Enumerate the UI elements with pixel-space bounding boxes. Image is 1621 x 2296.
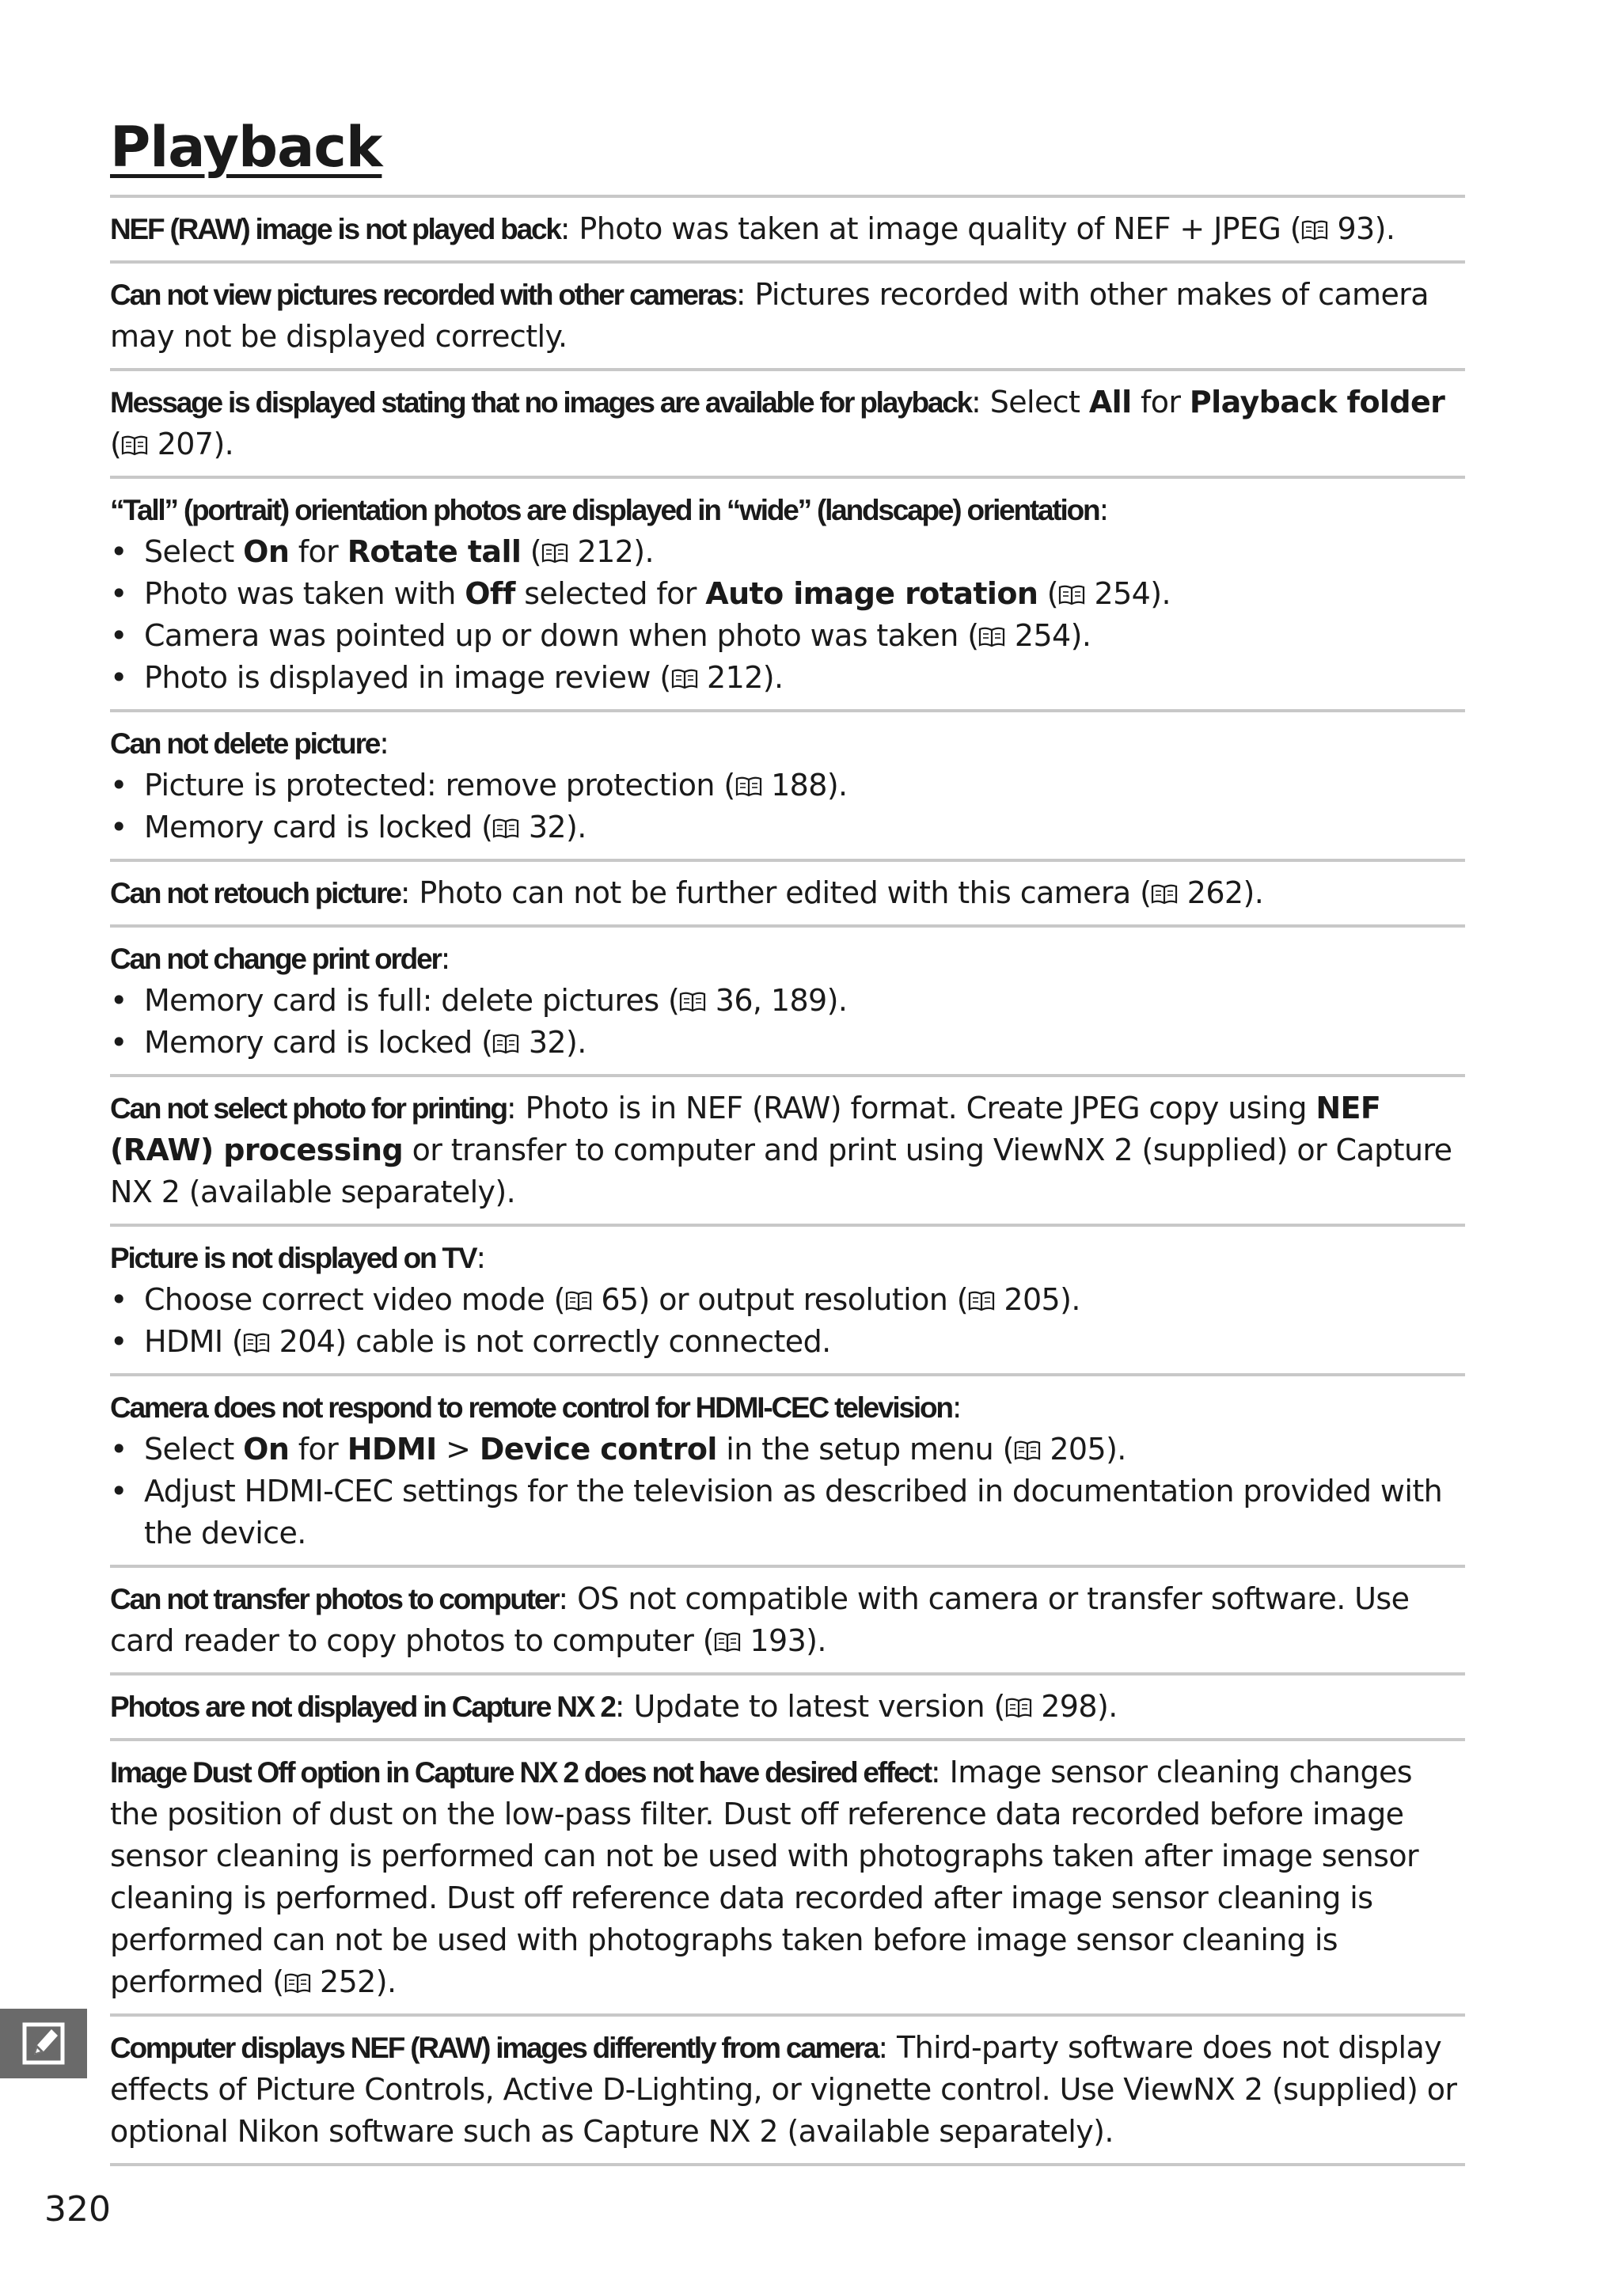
book-reference-icon — [714, 1623, 741, 1658]
page-reference: 254 — [1014, 618, 1071, 653]
page-reference: 252 — [320, 1964, 376, 1999]
problem-term: Message is displayed stating that no images are available for playback — [110, 386, 972, 419]
entry-text: Message is displayed stating that no images are available for playback: Select All for Playback folder ( 207). — [110, 385, 1445, 461]
page-reference: 262 — [1186, 875, 1243, 910]
list-item: • Picture is protected: remove protection ( 188). — [110, 765, 1465, 806]
list-item: • Select On for Rotate tall ( 212). — [110, 531, 1465, 573]
chapter-tab — [0, 2009, 87, 2078]
page-reference: 32 — [528, 810, 566, 844]
troubleshooting-entry — [110, 368, 1465, 476]
solution-list — [110, 765, 1465, 848]
troubleshooting-entry — [110, 709, 1465, 859]
troubleshooting-entry — [110, 476, 1465, 709]
book-reference-icon — [735, 768, 762, 803]
problem-term: Can not retouch picture — [110, 877, 401, 909]
entry-heading: “Tall” (portrait) orientation photos are displayed in “wide” (landscape) orientation: — [110, 492, 1109, 527]
book-reference-icon — [679, 983, 706, 1018]
problem-term: Image Dust Off option in Capture NX 2 does not have desired effect — [110, 1756, 931, 1789]
entry-text: Can not select photo for printing: Photo is in NEF (RAW) format. Create JPEG copy using NEF (RAW) processing or transfer to computer and print using ViewNX 2 (supplied) or Capture NX 2 (available separately). — [110, 1091, 1452, 1209]
problem-term: Can not select photo for printing — [110, 1092, 507, 1125]
page-reference: 65 — [601, 1282, 639, 1317]
book-reference-icon — [284, 1964, 311, 1999]
page-reference: 36, 189 — [715, 983, 827, 1018]
entry-heading: Picture is not displayed on TV: — [110, 1240, 486, 1275]
solution-list — [110, 531, 1465, 699]
entry-text: Can not transfer photos to computer: OS not compatible with camera or transfer software. Use card reader to copy photos to computer ( 193). — [110, 1581, 1410, 1658]
list-item: • HDMI ( 204) cable is not correctly connected. — [110, 1321, 1465, 1363]
troubleshooting-entry — [110, 1565, 1465, 1672]
problem-term: Can not delete picture — [110, 727, 380, 760]
troubleshooting-entry — [110, 1373, 1465, 1565]
page-reference: 193 — [750, 1623, 807, 1658]
entry-text: Image Dust Off option in Capture NX 2 does not have desired effect: Image sensor cleaning changes the position of dust on the low-pass filter. Dust off reference data recorded before image sensor cleaning is performed can not be used with photographs taken after image sensor cleaning is performed. Dust off reference data recorded after image sensor cleaning is performed can not be used with photographs taken before image sensor cleaning is performed ( 252). — [110, 1755, 1419, 1999]
troubleshooting-entry — [110, 195, 1465, 260]
page-reference: 298 — [1041, 1689, 1097, 1724]
entry-heading: Can not change print order: — [110, 941, 450, 976]
troubleshooting-entry — [110, 1672, 1465, 1738]
list-item: • Photo is displayed in image review ( 212). — [110, 657, 1465, 699]
page-reference: 93 — [1337, 211, 1375, 246]
page-reference: 32 — [528, 1025, 566, 1060]
book-reference-icon — [1058, 576, 1085, 611]
book-reference-icon — [541, 534, 568, 569]
book-reference-icon — [1005, 1689, 1032, 1724]
list-item: • Camera was pointed up or down when photo was taken ( 254). — [110, 615, 1465, 657]
book-reference-icon — [492, 1025, 519, 1060]
page-number: 320 — [44, 2189, 111, 2230]
troubleshooting-entry — [110, 2013, 1465, 2166]
entry-text: Can not retouch picture: Photo can not be further edited with this camera ( 262). — [110, 875, 1264, 910]
troubleshooting-entry — [110, 1224, 1465, 1373]
solution-list — [110, 1429, 1465, 1554]
problem-term: Can not transfer photos to computer — [110, 1583, 559, 1615]
book-reference-icon — [565, 1282, 592, 1317]
troubleshooting-entry — [110, 260, 1465, 368]
troubleshooting-entry — [110, 859, 1465, 924]
solution-list — [110, 1279, 1465, 1363]
entry-text: Photos are not displayed in Capture NX 2: Update to latest version ( 298). — [110, 1689, 1118, 1724]
list-item: • Memory card is locked ( 32). — [110, 806, 1465, 848]
page-reference: 188 — [771, 768, 827, 803]
pencil-note-icon — [21, 2021, 66, 2066]
troubleshooting-entry — [110, 1738, 1465, 2013]
solution-list — [110, 980, 1465, 1064]
problem-term: Can not view pictures recorded with other cameras — [110, 279, 736, 311]
book-reference-icon — [1014, 1432, 1041, 1467]
problem-term: Picture is not displayed on TV — [110, 1242, 476, 1274]
problem-term: Can not change print order — [110, 943, 441, 975]
page-title: Playback — [110, 115, 382, 180]
entry-text: Can not view pictures recorded with other cameras: Pictures recorded with other makes of camera may not be displayed correctly. — [110, 277, 1429, 354]
troubleshooting-entry — [110, 1074, 1465, 1224]
entry-heading: Camera does not respond to remote control for HDMI-CEC television: — [110, 1390, 962, 1425]
book-reference-icon — [121, 427, 148, 461]
book-reference-icon — [243, 1324, 270, 1359]
book-reference-icon — [978, 618, 1005, 653]
page-reference: 205 — [1004, 1282, 1061, 1317]
list-item: • Memory card is locked ( 32). — [110, 1022, 1465, 1064]
list-item: • Select On for HDMI > Device control in the setup menu ( 205). — [110, 1429, 1465, 1471]
problem-term: “Tall” (portrait) orientation photos are displayed in “wide” (landscape) orientation — [110, 494, 1099, 526]
page-reference: 212 — [577, 534, 634, 569]
troubleshooting-list — [110, 195, 1465, 2166]
problem-term: Computer displays NEF (RAW) images differently from camera — [110, 2032, 879, 2064]
entry-text: Computer displays NEF (RAW) images differently from camera: Third-party software does not display effects of Picture Controls, Active D-Lighting, or vignette control. Use ViewNX 2 (supplied) or optional Nikon software such as Capture NX 2 (available separately). — [110, 2030, 1457, 2149]
entry-text: NEF (RAW) image is not played back: Photo was taken at image quality of NEF + JPEG ( 93). — [110, 211, 1395, 246]
book-reference-icon — [1301, 211, 1328, 246]
page-reference: 205 — [1050, 1432, 1107, 1467]
problem-term: Camera does not respond to remote control for HDMI-CEC television — [110, 1391, 952, 1424]
book-reference-icon — [671, 660, 698, 695]
page-reference: 207 — [157, 427, 214, 461]
list-item: • Choose correct video mode ( 65) or output resolution ( 205). — [110, 1279, 1465, 1321]
book-reference-icon — [492, 810, 519, 844]
list-item: • Memory card is full: delete pictures ( 36, 189). — [110, 980, 1465, 1022]
troubleshooting-entry — [110, 924, 1465, 1074]
page-reference: 254 — [1094, 576, 1151, 611]
problem-term: NEF (RAW) image is not played back — [110, 213, 560, 245]
book-reference-icon — [1151, 875, 1178, 910]
list-item: • Photo was taken with Off selected for Auto image rotation ( 254). — [110, 573, 1465, 615]
problem-term: Photos are not displayed in Capture NX 2 — [110, 1691, 615, 1723]
entry-heading: Can not delete picture: — [110, 726, 389, 761]
book-reference-icon — [968, 1282, 995, 1317]
page-reference: 204 — [279, 1324, 336, 1359]
page-reference: 212 — [707, 660, 763, 695]
list-item: • Adjust HDMI-CEC settings for the television as described in documentation provided with the device. — [110, 1471, 1465, 1554]
